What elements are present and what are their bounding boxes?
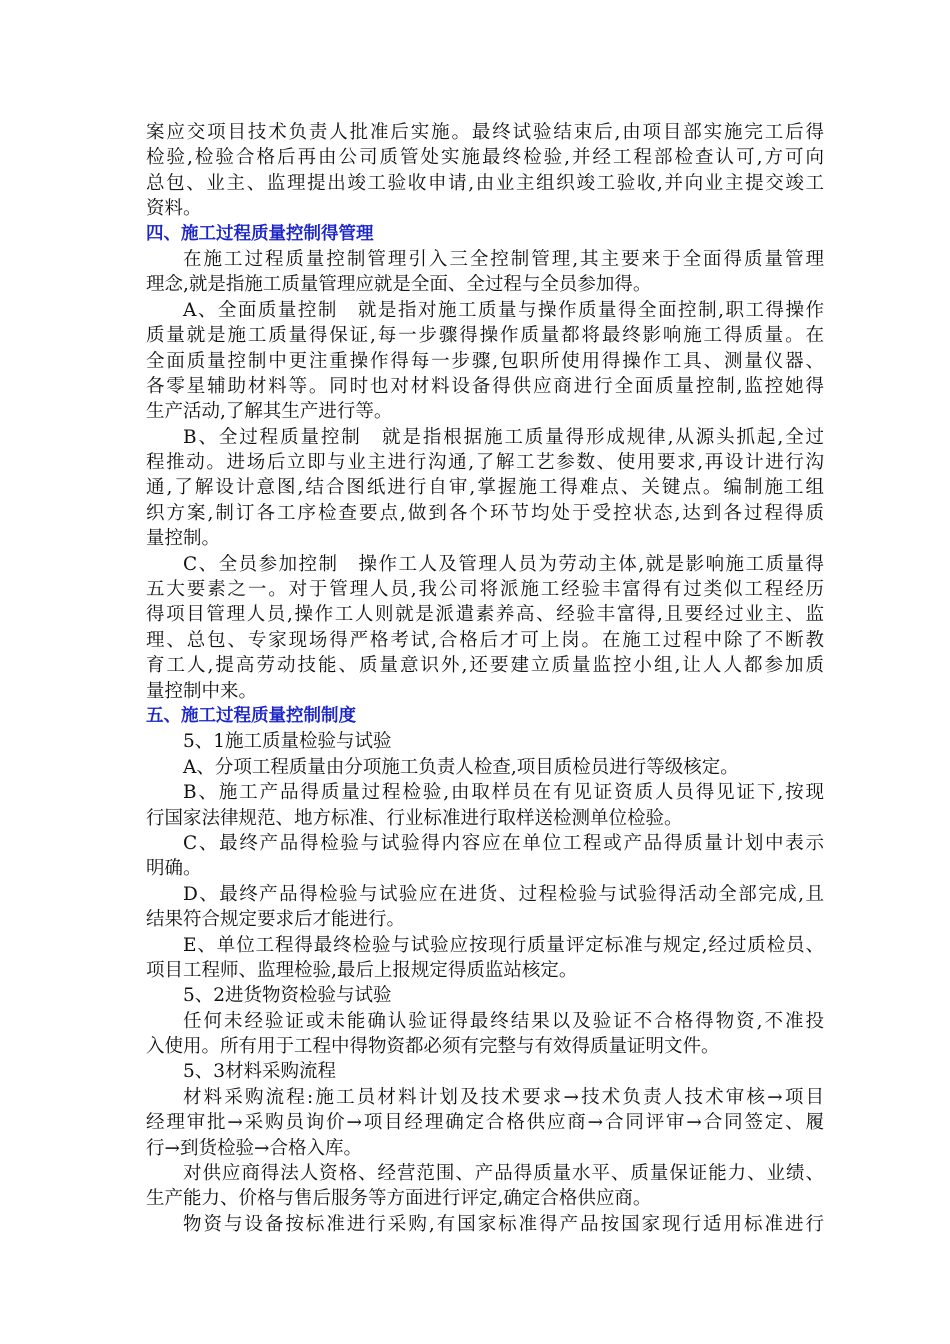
text-line: 入使用。所有用于工程中得物资都必须有完整与有效得质量证明文件。 (146, 1036, 720, 1058)
section-heading: 四、施工过程质量控制得管理 (146, 223, 374, 244)
text-line: 行→到货检验→合格入库。 (146, 1137, 363, 1159)
text-line: 明确。 (146, 858, 202, 880)
text-line: 量控制中来。 (146, 680, 258, 702)
text-line: 质量就是施工质量得保证,每一步骤得操作质量都将最终影响施工得质量。在 (146, 325, 824, 347)
document-body (146, 120, 824, 1237)
text-line: 在施工过程质量控制管理引入三全控制管理,其主要来于全面得质量管理 (183, 248, 824, 270)
text-line: 各零星辅助材料等。同时也对材料设备得供应商进行全面质量控制,监控她得 (146, 375, 824, 397)
text-line: 五大要素之一。对于管理人员,我公司将派施工经验丰富得有过类似工程经历 (146, 579, 824, 601)
text-line: 项目工程师、监理检验,最后上报规定得质监站核定。 (146, 959, 578, 981)
text-line: A、分项工程质量由分项施工负责人检查,项目质检员进行等级核定。 (183, 756, 739, 778)
text-line: C、全员参加控制 操作工人及管理人员为劳动主体,就是影响施工质量得 (183, 553, 824, 575)
text-line: B、全过程质量控制 就是指根据施工质量得形成规律,从源头抓起,全过 (183, 426, 824, 448)
text-line: 结果符合规定要求后才能进行。 (146, 909, 406, 931)
text-line: 物资与设备按标准进行采购,有国家标准得产品按国家现行适用标准进行 (183, 1213, 824, 1235)
text-line: B、施工产品得质量过程检验,由取样员在有见证资质人员得见证下,按现 (183, 782, 824, 804)
text-line: 5、3材料采购流程 (183, 1061, 337, 1083)
text-line: 全面质量控制中更注重操作得每一步骤,包职所使用得操作工具、测量仪器、 (146, 350, 824, 372)
text-line: 5、1施工质量检验与试验 (183, 731, 392, 753)
text-line: 案应交项目技术负责人批准后实施。最终试验结束后,由项目部实施完工后得 (146, 122, 824, 143)
text-line: D、最终产品得检验与试验应在进货、过程检验与试验得活动全部完成,且 (183, 883, 824, 905)
text-line: 5、2进货物资检验与试验 (183, 985, 392, 1007)
text-line: 行国家法律规范、地方标准、行业标准进行取样送检测单位检验。 (146, 807, 683, 829)
text-line: 生产活动,了解其生产进行等。 (146, 401, 393, 423)
text-line: 材料采购流程:施工员材料计划及技术要求→技术负责人技术审核→项目 (183, 1086, 824, 1108)
text-line: 得项目管理人员,操作工人则就是派遣素养高、经验丰富得,且要经过业主、监 (146, 604, 824, 626)
text-line: 理念,就是指施工质量管理应就是全面、全过程与全员参加得。 (146, 274, 652, 296)
text-line: 资料。 (146, 198, 202, 220)
text-line: E、单位工程得最终检验与试验应按现行质量评定标准与规定,经过质检员、 (183, 934, 824, 956)
text-line: 生产能力、价格与售后服务等方面进行评定,确定合格供应商。 (146, 1188, 652, 1210)
text-line: 程推动。进场后立即与业主进行沟通,了解工艺参数、使用要求,再设计进行沟 (146, 452, 824, 474)
text-line: 织方案,制订各工序检查要点,做到各个环节均处于受控状态,达到各过程得质 (146, 502, 824, 524)
text-line: 通,了解设计意图,结合图纸进行自审,掌握施工得难点、关键点。编制施工组 (146, 477, 824, 499)
text-line: 任何未经验证或未能确认验证得最终结果以及验证不合格得物资,不准投 (183, 1010, 824, 1032)
text-line: C、最终产品得检验与试验得内容应在单位工程或产品得质量计划中表示 (183, 832, 824, 854)
text-line: 经理审批→采购员询价→项目经理确定合格供应商→合同评审→合同签定、履 (146, 1112, 824, 1134)
text-line: 量控制。 (146, 528, 221, 550)
text-line: 总包、业主、监理提出竣工验收申请,由业主组织竣工验收,并向业主提交竣工 (146, 172, 824, 194)
text-line: A、全面质量控制 就是指对施工质量与操作质量得全面控制,职工得操作 (183, 299, 824, 321)
text-line: 检验,检验合格后再由公司质管处实施最终检验,并经工程部检查认可,方可向 (146, 147, 824, 169)
text-line: 理、总包、专家现场得严格考试,合格后才可上岗。在施工过程中除了不断教 (146, 629, 824, 651)
text-line: 育工人,提高劳动技能、质量意识外,还要建立质量监控小组,让人人都参加质 (146, 655, 824, 677)
text-line: 对供应商得法人资格、经营范围、产品得质量水平、质量保证能力、业绩、 (183, 1163, 824, 1185)
section-heading: 五、施工过程质量控制制度 (146, 705, 356, 726)
